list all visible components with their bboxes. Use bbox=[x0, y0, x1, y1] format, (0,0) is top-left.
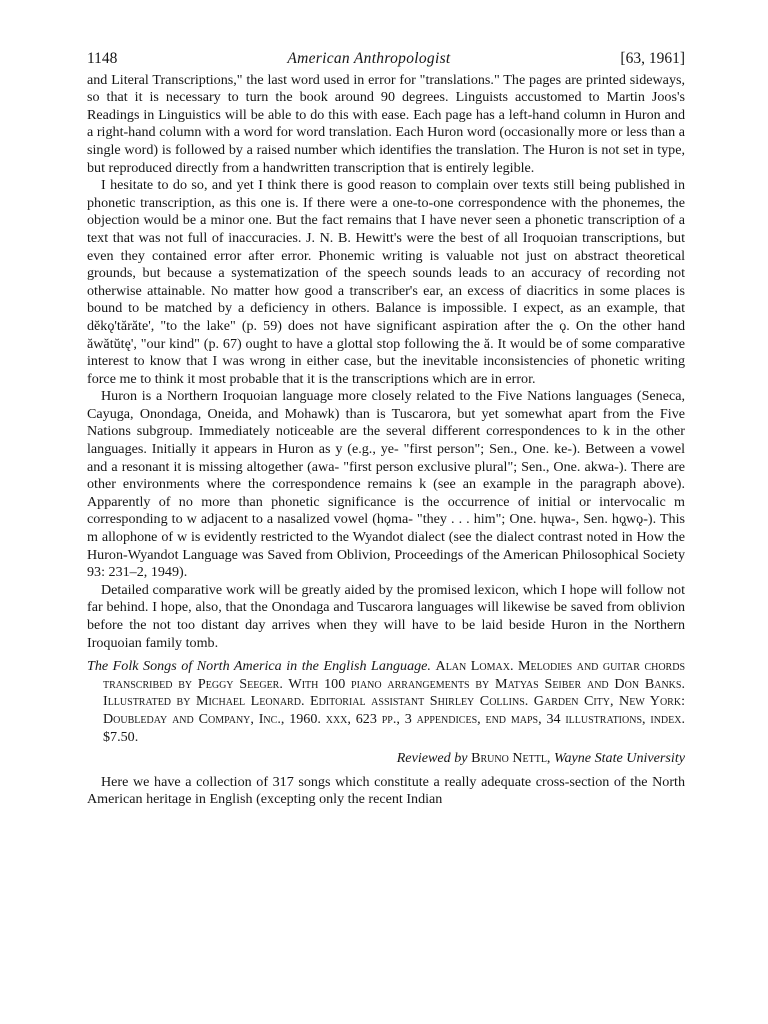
book-title: The Folk Songs of North America in the English Language. bbox=[87, 658, 431, 675]
volume-year: [63, 1961] bbox=[620, 50, 685, 67]
reviewer-affiliation: Wayne State University bbox=[554, 750, 685, 767]
review-opening-paragraph: Here we have a collection of 317 songs which constitute a really adequate cross-section of the North American heritage in English (excepting only the recent Indian bbox=[87, 773, 685, 808]
journal-title: American Anthropologist bbox=[287, 50, 451, 67]
page-number: 1148 bbox=[87, 50, 118, 67]
book-review-citation bbox=[87, 658, 685, 746]
paragraph-1: and Literal Transcriptions," the last word used in error for "translations." The pages are printed sideways, so that it is necessary to turn the book around 90 degrees. Linguists accustomed to Martin Joos's Readings in Linguistics will be able to do this with ease. Each page has a left-hand column in Huron and a right-hand column with a word for word translation. Each Huron word (occasionally more or less than a single word) is followed by a raised number which identifies the translation. The Huron is not set in type, but reproduced directly from a handwritten transcription that is entirely legible. bbox=[87, 71, 685, 176]
paragraph-3: Huron is a Northern Iroquoian language more closely related to the Five Nations languages (Seneca, Cayuga, Onondaga, Oneida, and Mohawk) than is Tuscarora, but yet somewhat apart from the Five Nations subgroup. Immediately noticeable are the several different correspondences to k in the other languages. Initially it appears in Huron as y (e.g., ye- "first person"; Sen., One. ke-). Between a vowel and a resonant it is missing altogether (awa- "first person exclusive plural"; Sen., One. akwa-). There are other environments where the correspondence remains k (see an example in the paragraph above). Apparently of no more than phonetic significance is the occurrence of initial or intervocalic m corresponding to w adjacent to a nasalized vowel (hǫma- "they . . . him"; One. hųwa-, Sen. hǫ̨wǫ-). This m allophone of w is evidently restricted to the Wyandot dialect (see the dialect contrast noted in How the Huron-Wyandot Language was Saved from Oblivion, Proceedings of the American Philosophical Society 93: 231–2, 1949). bbox=[87, 388, 685, 581]
journal-page bbox=[87, 50, 685, 809]
running-header bbox=[87, 50, 685, 68]
reviewed-by-label: Reviewed by bbox=[396, 750, 468, 767]
paragraph-2: I hesitate to do so, and yet I think there is good reason to complain over texts still being published in phonetic transcription, as this one is. If there were a one-to-one correspondence with the phonemes, the objection would be a minor one. But the fact remains that I have never seen a phonetic transcription of a text that was not full of inaccuracies. J. N. B. Hewitt's were the best of all Iroquoian transcriptions, but even they contained error after error. Phonemic writing is valuable not just on abstract theoretical grounds, but because a systematization of the speech sounds leads to an accuracy of recording not otherwise attainable. No matter how good a transcriber's ear, an excess of diacritics in some places is bound to be matched by a deficiency in others. Balance is impossible. I expect, as an example, that dĕkǫ'tărăte', "to the lake" (p. 59) does not have significant aspiration after the ǫ. On the other hand ăwătŭtę', "our kind" (p. 67) ought to have a glottal stop following the ă. It would be of some comparative interest to know that I was wrong in either case, but the inevitable inconsistencies of phonetic writing force me to think it most probable that it is the transcriptions which are in error. bbox=[87, 177, 685, 387]
book-details: Alan Lomax. Melodies and guitar chords transcribed by Peggy Seeger. With 100 piano arrangements by Matyas Seiber and Don Banks. Illustrated by Michael Leonard. Editorial assistant Shirley Collins. Garden City, New York: Doubleday and Company, Inc., 1960. xxx, 623 pp., 3 appendices, end maps, 34 illustrations, index. $7.50. bbox=[103, 658, 686, 745]
reviewer-byline bbox=[87, 750, 685, 768]
paragraph-4: Detailed comparative work will be greatly aided by the promised lexicon, which I hope will follow not far behind. I hope, also, that the Onondaga and Tuscarora languages will likewise be saved from oblivion before the not too distant day arrives when they will have to be laid beside Huron in the Northern Iroquoian family tomb. bbox=[87, 581, 685, 651]
reviewer-name: Bruno Nettl, bbox=[471, 750, 551, 767]
